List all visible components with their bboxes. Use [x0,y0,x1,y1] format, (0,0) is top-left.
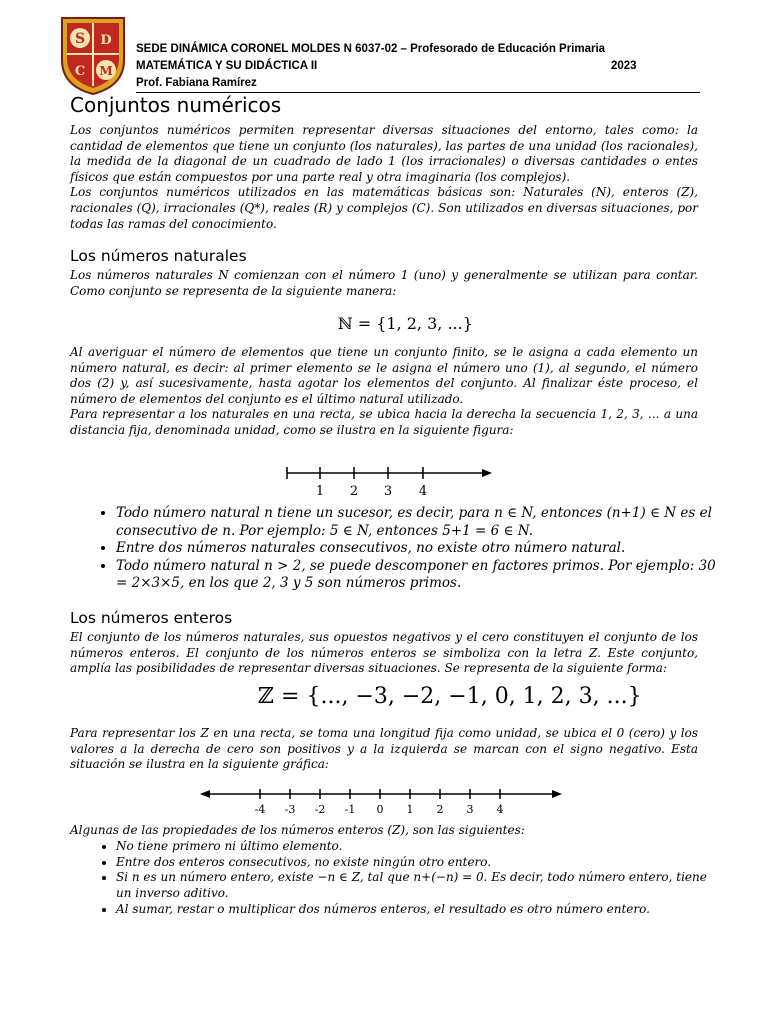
tick-label: -2 [314,803,326,816]
list-item: • Todo número natural n tiene un sucesor, es decir, para n ∈ N, entonces (n+1) ∈ N es el consecutivo de n. Por ejemplo: 5 ∈ N, entonces 5+1 = 6 ∈ N. [116,505,722,540]
tick-label: -3 [284,803,296,816]
logo-letter-d: D [100,33,112,48]
logo-letter-c: C [74,64,86,79]
tick-label: -1 [344,803,356,816]
tick-label: 4 [418,484,428,499]
logo-letter-s: S [74,31,86,47]
intro-paragraph-2: Los conjuntos numéricos utilizados en las matemáticas básicas son: Naturales (N), enteros (Z), racionales (Q), irracionales (Q*), reales (R) y complejos (C). Son utilizados en diversas situaciones, por todas las ramas del conocimiento. [70,185,698,231]
tick-label: 1 [315,484,325,499]
naturales-paragraph-2: Al averiguar el número de elementos que tiene un conjunto finito, se le asigna a cada elemento un número natural, es decir: al primer elemento se le asigna el número uno (1), al segundo, el número dos (2) y, así sucesivamente, hasta agotar los elementos del conjunto. Al finalizar éste proceso, el número de elementos del conjunto es el último natural utilizado. [70,345,698,406]
tick-label: 3 [466,803,474,816]
list-item: • No tiene primero ni último elemento. [116,839,722,855]
header-line-3: Prof. Fabiana Ramírez [136,77,257,89]
intro-paragraph-1: Los conjuntos numéricos permiten representar diversas situaciones del entorno, tales como: la cantidad de elementos que tiene un conjunto (los naturales), las partes de una unidad (los racionales), la medida de la diagonal de un cuadrado de lado 1 (los irracionales) o diversas cantidades o entes físicos que están compuestos por una parte real y otra imaginaria (los complejos). [70,123,698,184]
enteros-paragraph-1: El conjunto de los números naturales, sus opuestos negativos y el cero constituyen el conjunto de los números enteros. El conjunto de los números enteros se simboliza con la letra Z. Este conjunto, amplía las posibilidades de representar diversas situaciones. Se representa de la siguiente forma: [70,630,698,676]
tick-label: 1 [406,803,414,816]
tick-label: 2 [436,803,444,816]
enteros-paragraph-3: Algunas de las propiedades de los números enteros (Z), son las siguientes: [70,823,525,837]
list-item: • Al sumar, restar o multiplicar dos números enteros, el resultado es otro número entero. [116,902,722,918]
section-heading-naturales: Los números naturales [70,247,247,265]
enteros-formula: ℤ = {..., −3, −2, −1, 0, 1, 2, 3, ...} [258,684,642,709]
page-title: Conjuntos numéricos [70,93,282,117]
tick-label: 3 [383,484,393,499]
header-year: 2023 [611,60,637,72]
list-item: • Entre dos enteros consecutivos, no existe ningún otro entero. [116,855,722,871]
naturales-bullet-list [92,505,722,593]
naturales-formula: ℕ = {1, 2, 3, ...} [338,314,473,333]
tick-label: 4 [496,803,504,816]
institution-logo [58,14,128,96]
list-item: • Todo número natural n > 2, se puede descomponer en factores primos. Por ejemplo: 30 = 2×3×5, en los que 2, 3 y 5 son números primos. [116,558,722,593]
intro-text [70,123,698,232]
list-item: • Si n es un número entero, existe −n ∈ Z, tal que n+(−n) = 0. Es decir, todo número entero, tiene un inverso aditivo. [116,870,722,901]
logo-letter-m: M [99,64,113,78]
tick-label: -4 [254,803,266,816]
header-line-1: SEDE DINÁMICA CORONEL MOLDES N 6037-02 – Profesorado de Educación Primaria [136,43,606,55]
list-item: • Entre dos números naturales consecutivos, no existe otro número natural. [116,540,722,558]
naturales-paragraph-1: Los números naturales N comienzan con el número 1 (uno) y generalmente se utilizan para contar. Como conjunto se representa de la siguiente manera: [70,268,698,298]
enteros-paragraph-2: Para representar los Z en una recta, se toma una longitud fija como unidad, se ubica el 0 (cero) y los valores a la derecha de cero son positivos y a la izquierda se marcan con el signo negativo. Esta situación se ilustra en la siguiente gráfica: [70,726,698,772]
header-line-2: MATEMÁTICA Y SU DIDÁCTICA II [136,60,318,72]
enteros-bullet-list [92,839,722,918]
naturales-paragraph-3: Para representar a los naturales en una recta, se ubica hacia la derecha la secuencia 1, 2, 3, ... a una distancia fija, denominada unidad, como se ilustra en la siguiente figura: [70,407,698,437]
tick-label: 0 [376,803,384,816]
enteros-number-line [198,782,566,818]
naturales-number-line [282,460,496,502]
section-heading-enteros: Los números enteros [70,609,233,627]
tick-label: 2 [349,484,359,499]
